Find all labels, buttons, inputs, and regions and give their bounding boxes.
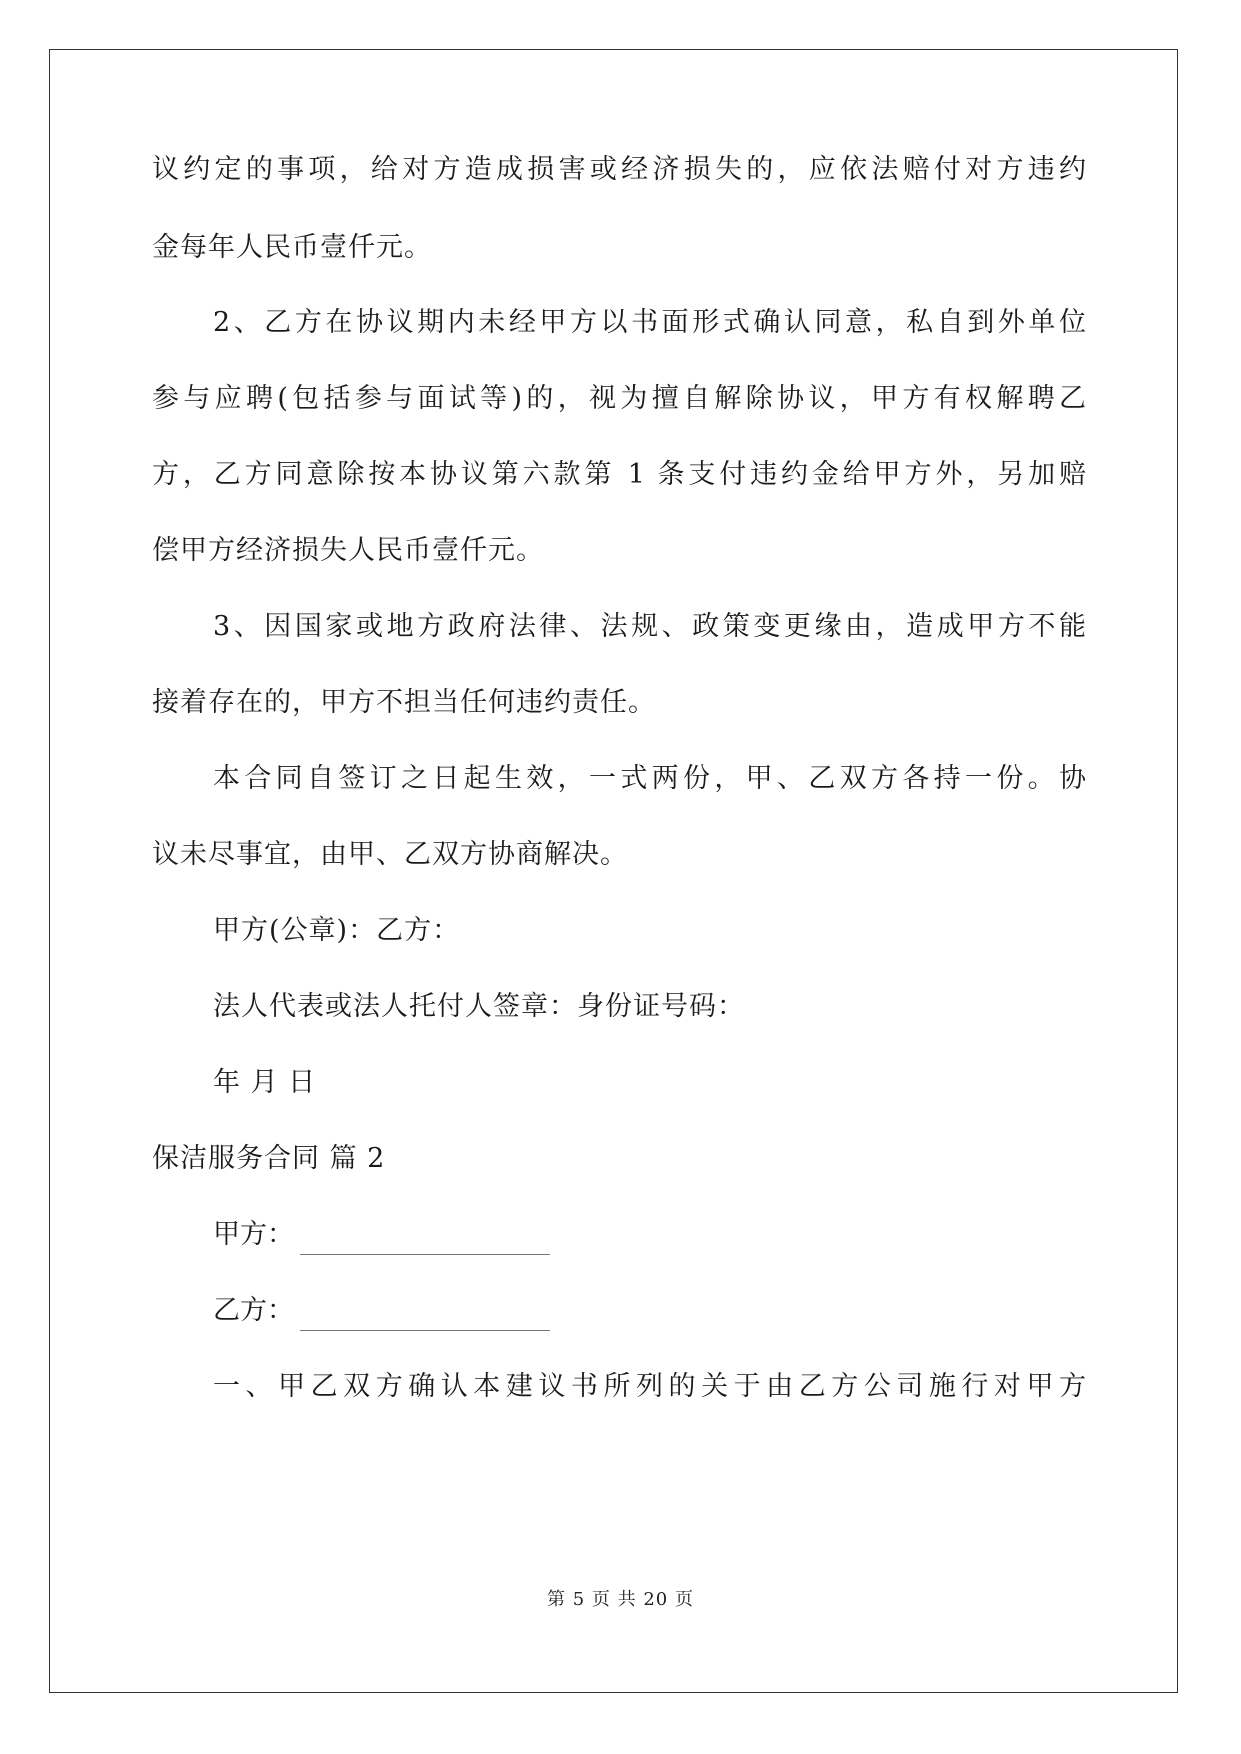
paragraph-line: 参与应聘(包括参与面试等)的，视为擅自解除协议，甲方有权解聘乙 — [152, 383, 1086, 414]
page-number-footer: 第 5 页 共 20 页 — [547, 1589, 694, 1610]
party-b-label: 乙方： — [213, 1295, 294, 1326]
party-a-blank — [300, 1226, 550, 1255]
paragraph-line: 一、甲乙双方确认本建议书所列的关于由乙方公司施行对甲方 — [213, 1371, 1086, 1402]
signature-party-line: 甲方(公章)：乙方： — [213, 915, 461, 946]
paragraph-line: 偿甲方经济损失人民币壹仟元。 — [152, 535, 544, 566]
party-b-blank — [300, 1302, 550, 1331]
paragraph-line: 方，乙方同意除按本协议第六款第 1 条支付违约金给甲方外，另加赔 — [152, 459, 1086, 490]
party-b-field — [213, 1291, 550, 1331]
paragraph-line: 金每年人民币壹仟元。 — [152, 232, 432, 263]
paragraph-line: 3、因国家或地方政府法律、法规、政策变更缘由，造成甲方不能 — [213, 611, 1086, 642]
section-heading: 保洁服务合同 篇 2 — [152, 1143, 386, 1174]
paragraph-line: 本合同自签订之日起生效，一式两份，甲、乙双方各持一份。协 — [213, 763, 1086, 794]
date-line: 年 月 日 — [213, 1067, 317, 1098]
paragraph-line: 议未尽事宜，由甲、乙双方协商解决。 — [152, 839, 628, 870]
party-a-label: 甲方： — [213, 1219, 294, 1250]
paragraph-line: 议约定的事项，给对方造成损害或经济损失的，应依法赔付对方违约 — [152, 154, 1086, 185]
signature-representative-line: 法人代表或法人托付人签章：身份证号码： — [213, 991, 745, 1022]
paragraph-line: 2、乙方在协议期内未经甲方以书面形式确认同意，私自到外单位 — [213, 307, 1086, 338]
paragraph-line: 接着存在的，甲方不担当任何违约责任。 — [152, 687, 656, 718]
party-a-field — [213, 1215, 550, 1255]
